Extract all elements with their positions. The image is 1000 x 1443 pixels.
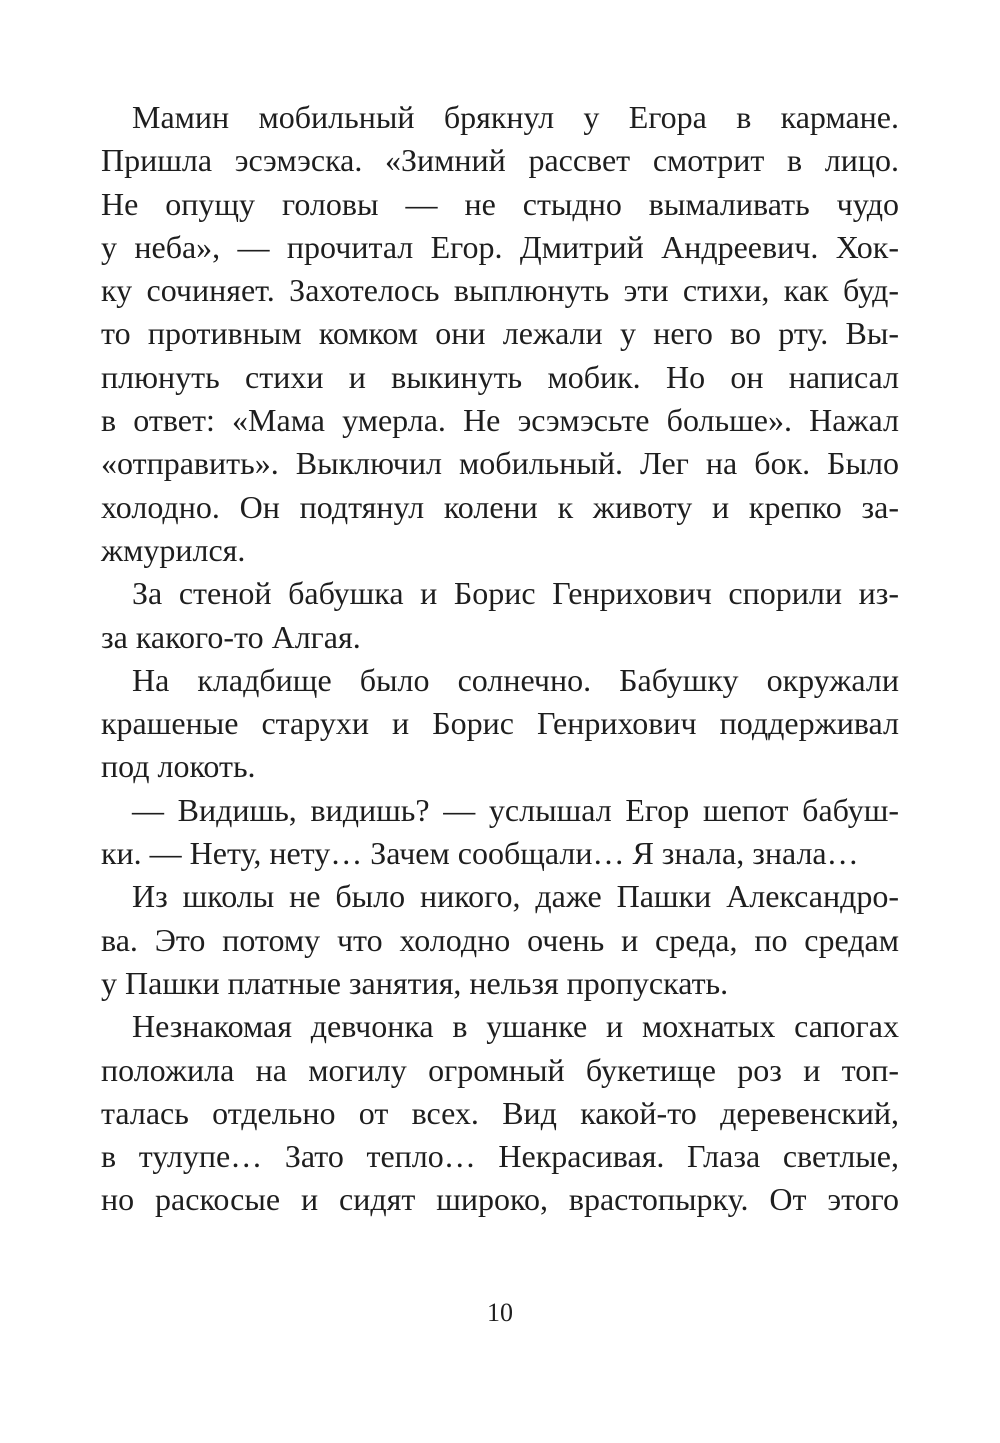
text-line: за какого-то Алгая. [101,618,361,655]
text-line: плюнуть стихи и выкинуть мобик. Но он написал [101,358,899,395]
paragraph [101,659,899,789]
paragraph [101,789,899,876]
text-line: Незнакомая девчонка в ушанке и мохнатых сапогах [132,1008,899,1045]
text-line: ва. Это потому что холодно очень и среда, по средам [101,921,899,958]
text-line: талась отдельно от всех. Вид какой-то деревенский, [101,1094,899,1131]
text-line: Мамин мобильный брякнул у Егора в кармане. [132,99,899,135]
text-line: Из школы не было никого, даже Пашки Александро- [132,878,899,915]
text-line: крашеные старухи и Борис Генрихович поддерживал [101,705,899,742]
text-line: в ответ: «Мама умерла. Не эсэмэсьте больше». Нажал [101,402,899,439]
text-line: у неба», — прочитал Егор. Дмитрий Андреевич. Хок- [101,228,899,265]
text-line: «отправить». Выключил мобильный. Лег на бок. Было [101,445,899,482]
text-line: Пришла эсэмэска. «Зимний рассвет смотрит в лицо. [101,142,899,179]
text-line: ку сочиняет. Захотелось выплюнуть эти стихи, как буд- [101,272,899,309]
paragraph [101,875,899,1005]
page-body [101,96,899,1222]
text-line: в тулупе… Зато тепло… Некрасивая. Глаза светлые, [101,1138,899,1175]
text-line: но раскосые и сидят широко, врастопырку. От этого [101,1181,899,1218]
text-line: у Пашки платные занятия, нельзя пропускать. [101,964,729,1001]
text-line: — Видишь, видишь? — услышал Егор шепот бабуш- [132,791,899,828]
text-line: положила на могилу огромный букетище роз и топ- [101,1051,899,1088]
text-line: На кладбище было солнечно. Бабушку окружали [132,661,899,698]
paragraph [101,572,899,659]
paragraph [101,96,899,572]
text-line: под локоть. [101,748,256,785]
text-line: Не опущу головы — не стыдно вымаливать чудо [101,185,899,222]
text-line: то противным комком они лежали у него во рту. Вы- [101,315,899,352]
text-line: За стеной бабушка и Борис Генрихович спорили из- [132,575,899,612]
text-line: жмурился. [101,531,246,568]
text-line: ки. — Нету, нету… Зачем сообщали… Я знала, знала… [101,835,859,872]
page-number: 10 [487,1298,513,1327]
text-line: холодно. Он подтянул колени к животу и крепко за- [101,488,899,525]
paragraph [101,1005,899,1221]
